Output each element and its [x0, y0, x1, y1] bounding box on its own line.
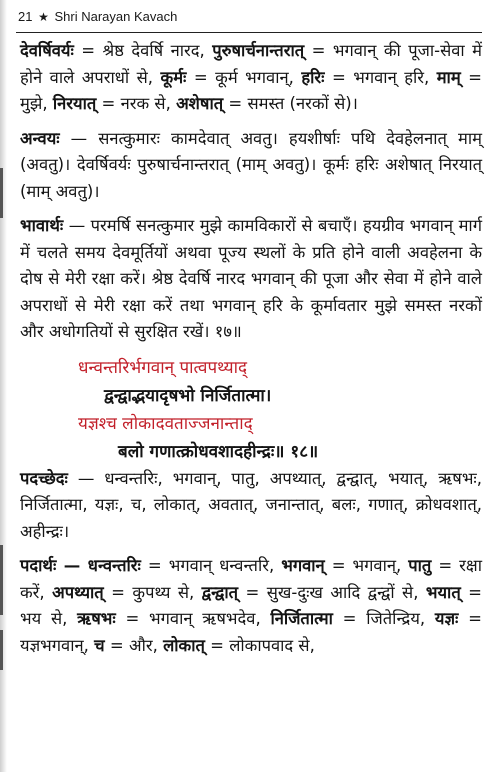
term: पातु	[408, 556, 432, 575]
meaning: = भगवान् की पूजा-सेवा में होने वाले अपराधों से,	[20, 41, 482, 87]
verse-line-2: द्वन्द्वाद्भयादृषभो निर्जितात्मा।	[104, 385, 272, 406]
verse-line-3: यज्ञश्च लोकादवताज्जनान्ताद्	[78, 413, 253, 434]
padartha-paragraph	[20, 553, 482, 659]
dash: —	[56, 556, 88, 575]
page-content	[20, 38, 482, 659]
term: अपथ्यात्	[52, 582, 104, 602]
margin-mark	[0, 630, 3, 670]
meaning: = समस्त (नरकों से)।	[223, 94, 358, 113]
term: अशेषात्	[176, 94, 224, 113]
star-icon: ★	[38, 10, 49, 24]
meaning: = यज्ञभगवान्,	[20, 609, 482, 655]
section-heading: पदच्छेदः	[20, 468, 68, 488]
section-text: — धन्वन्तरिः, भगवान्, पातु, अपथ्यात्, द्वन्द्वात्, भयात्, ऋषभः, निर्जितात्मा, यज्ञः, च, लोकात्, अवतात्, जनान्तात्, बलः, गणात्, क्रोधवशात्, अहीन्द्रः।	[20, 468, 482, 541]
term: निर्जितात्मा	[270, 609, 333, 628]
margin-mark	[0, 545, 3, 615]
meaning: = लोकापवाद से,	[204, 635, 315, 655]
meaning: = श्रेष्ठ देवर्षि नारद,	[73, 41, 213, 60]
anvaya-paragraph	[20, 126, 482, 206]
verse-line-4: बलो गणात्क्रोधवशादहीन्द्रः॥ १८॥	[118, 441, 319, 462]
section-heading: पदार्थः	[20, 556, 57, 575]
term: लोकात्	[163, 635, 205, 655]
term: भगवान्	[281, 556, 325, 575]
term: भयात्	[425, 582, 461, 602]
section-heading: भावार्थः	[20, 216, 64, 235]
meaning: = भगवान् हरि,	[324, 67, 437, 87]
section-heading: अन्वयः	[20, 128, 60, 148]
meaning: = कुपथ्य से,	[103, 582, 202, 602]
meaning: = जितेन्द्रिय,	[332, 609, 435, 628]
term: माम्	[436, 67, 461, 87]
term: ऋषभः	[77, 609, 116, 628]
word-meanings-paragraph	[20, 38, 482, 118]
margin-mark	[0, 168, 3, 218]
meaning: = नरक से,	[96, 94, 177, 113]
meaning: = भगवान्,	[324, 556, 409, 575]
term: कूर्मः	[160, 67, 187, 87]
page-number: 21	[18, 9, 33, 24]
meaning: = भगवान् धन्वन्तरि,	[140, 556, 282, 575]
term: यज्ञः	[434, 609, 459, 628]
header-rule	[16, 32, 482, 33]
meaning: = कूर्म भगवान्,	[186, 67, 302, 87]
page-header	[18, 9, 480, 24]
meaning: = मुझे,	[20, 67, 482, 113]
meaning: = रक्षा करें,	[20, 556, 482, 602]
book-title: Shri Narayan Kavach	[54, 9, 178, 24]
term: च	[94, 635, 105, 655]
term: निरयात्	[52, 94, 97, 113]
term: द्वन्द्वात्	[201, 582, 239, 602]
meaning: = और,	[104, 635, 164, 655]
bhavartha-paragraph	[20, 213, 482, 346]
verse-line-1: धन्वन्तरिर्भगवान् पात्वपथ्याद्	[78, 357, 248, 378]
section-text: — परमर्षि सनत्कुमार मुझे कामविकारों से बचाएँ। हयग्रीव भगवान् मार्ग में चलते समय देवमूर्तियों अथवा पूज्य स्थलों के प्रति होने वाली अवहेलना के दोष से मेरी रक्षा करें। श्रेष्ठ देवर्षि नारद भगवान् की पूजा और सेवा में होने वाले अपराधों से मेरी रक्षा करें तथा भगवान् हरि के कूर्मावतार मुझे समस्त नरकों और अधोगतियों से सुरक्षित रखें। १७॥	[20, 216, 482, 341]
term: धन्वन्तरिः	[87, 556, 141, 575]
term: हरिः	[301, 67, 325, 87]
meaning: = भय से,	[20, 582, 482, 628]
term: देवर्षिवर्यः	[20, 41, 74, 60]
section-text: — सनत्कुमारः कामदेवात् अवतु। हयशीर्षाः पथि देवहेलनात् माम् (अवतु)। देवर्षिवर्यः पुरुषार्चनान्तरात् (माम् अवतु)। कूर्मः हरिः अशेषात् निरयात् (माम् अवतु)।	[20, 128, 482, 201]
padaccheda-paragraph	[20, 466, 482, 546]
meaning: = सुख-दुःख आदि द्वन्द्वों से,	[238, 582, 426, 602]
term: पुरुषार्चनान्तरात्	[212, 41, 305, 60]
meaning: = भगवान् ऋषभदेव,	[115, 609, 271, 628]
